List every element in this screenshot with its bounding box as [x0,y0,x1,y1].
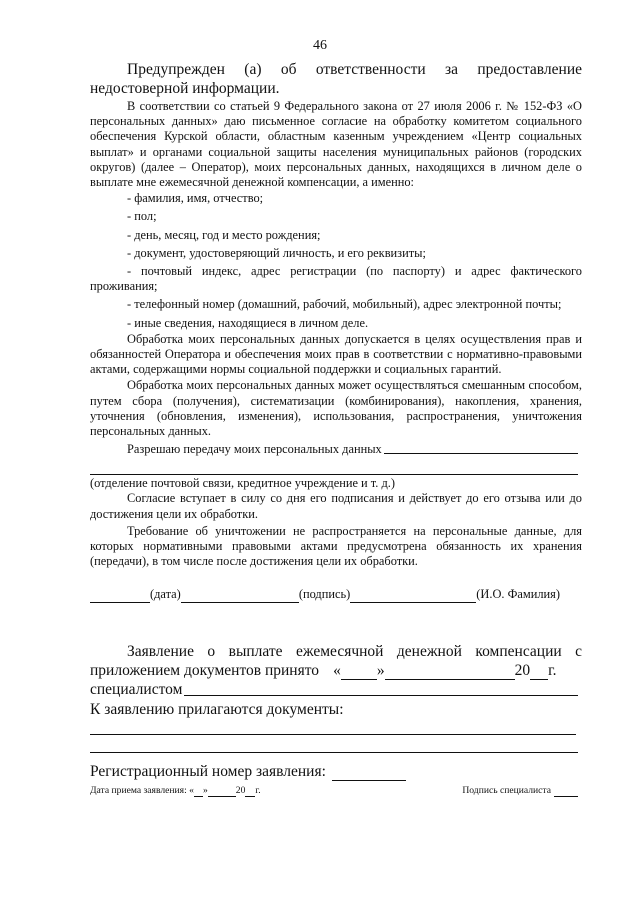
liability-warning-line2: недостоверной информации. [90,80,280,97]
acceptance-year-field[interactable] [530,667,548,680]
acceptance-line1: Заявление о выплате ежемесячной денежной компенсации с [127,642,582,660]
footer-date-label: Дата приема заявления: « [90,784,194,796]
signature-field[interactable] [181,590,299,603]
consent-section [90,99,582,603]
transfer-permission-row [90,441,582,457]
list-item: - пол; [127,209,157,224]
list-item: - день, месяц, год и место рождения; [127,227,321,242]
document-body [90,60,582,797]
acceptance-year-suffix: г. [548,661,557,679]
processing-methods: Обработка моих персональных данных может осуществляться смешанным способом, путем сбора (получения), систематизации (комбинирования), накопления, хранения, уточнения (обновления, изменения), использования, распространения, уничтожения персональных данных. [90,378,582,439]
attachments-line-1[interactable] [90,733,576,735]
attachments-line-2[interactable] [90,751,578,753]
acceptance-month-field[interactable] [385,667,515,680]
liability-warning [90,60,582,79]
acceptance-accepted-label: приложением документов принято [90,661,320,679]
list-item: - иные сведения, находящиеся в личном деле. [127,315,369,330]
acceptance-day-field[interactable] [341,667,377,680]
name-label: (И.О. Фамилия) [476,587,560,602]
name-field[interactable] [350,590,476,603]
attachments-label: К заявлению прилагаются документы: [90,700,344,718]
acceptance-section [90,642,582,781]
registration-row [90,762,582,781]
footer-date-mid: » [202,784,208,796]
footer-year-field[interactable] [245,788,255,797]
destruction-requirement: Требование об уничтожении не распространяется на персональные данные, для которых нормативными правовыми актами предусмотрена обязанность их хранения (передачи), в том числе после достижения цели их обработки. [90,523,582,569]
footer-date-end: г. [255,784,261,796]
footer-year-prefix: 20 [235,784,246,796]
personal-data-list [90,191,582,331]
footer-day-field[interactable] [194,788,203,797]
footer-month-field[interactable] [208,788,236,797]
acceptance-line2 [90,661,582,680]
registration-label: Регистрационный номер заявления: [90,762,326,780]
specialist-row [90,680,582,699]
close-quote: » [376,661,385,679]
transfer-hint: (отделение почтовой связи, кредитное учреждение и т. д.) [90,476,395,491]
list-item: - фамилия, имя, отчество; [127,191,264,206]
registration-number-field[interactable] [332,768,406,781]
footer-specialist-signature-field[interactable] [554,788,578,797]
footer-specialist-signature-label: Подпись специалиста [462,784,551,796]
processing-purpose: Обработка моих персональных данных допускается в целях осуществления прав и обязанностей Оператора и обеспечения моих прав в соответствии с нормативно-правовыми актами, содержащими нормы социальной поддержки и социальных гарантий. [90,331,582,377]
signature-row [90,587,582,602]
list-item: - документ, удостоверяющий личность, и его реквизиты; [127,245,426,260]
transfer-permission-label: Разрешаю передачу моих персональных данных [127,442,382,457]
open-quote: « [333,661,341,679]
consent-intro: В соответствии со статьей 9 Федерального закона от 27 июля 2006 г. № 152-ФЗ «О персональных данных» даю письменное согласие на обработку комитетом социального обеспечения Курской области, областным казенным учреждением «Центр социальных выплат» и органами социальной защиты населения муниципальных районов (городских округов) (далее – Оператор), моих персональных данных, находящихся в личном деле о выплате мне ежемесячной денежной компенсации, а именно: [90,99,582,190]
consent-validity: Согласие вступает в силу со дня его подписания и действует до его отзыва или до достижения цели их обработки. [90,491,582,521]
list-item: - телефонный номер (домашний, рабочий, мобильный), адрес электронной почты; [127,297,562,312]
date-label: (дата) [150,587,181,602]
specialist-field[interactable] [184,683,578,696]
transfer-recipient-line[interactable] [90,473,578,475]
signature-label: (подпись) [298,587,351,602]
date-field[interactable] [90,590,150,603]
transfer-recipient-field[interactable] [384,441,578,454]
liability-warning-line1: Предупрежден (а) об ответственности за предоставление [127,61,582,78]
specialist-label: специалистом [90,680,183,698]
page-number: 46 [313,38,327,53]
list-item: - почтовый индекс, адрес регистрации (по паспорту) и адрес фактического проживания; [90,264,582,294]
footer-row [90,785,582,797]
acceptance-year-prefix: 20 [514,661,531,679]
